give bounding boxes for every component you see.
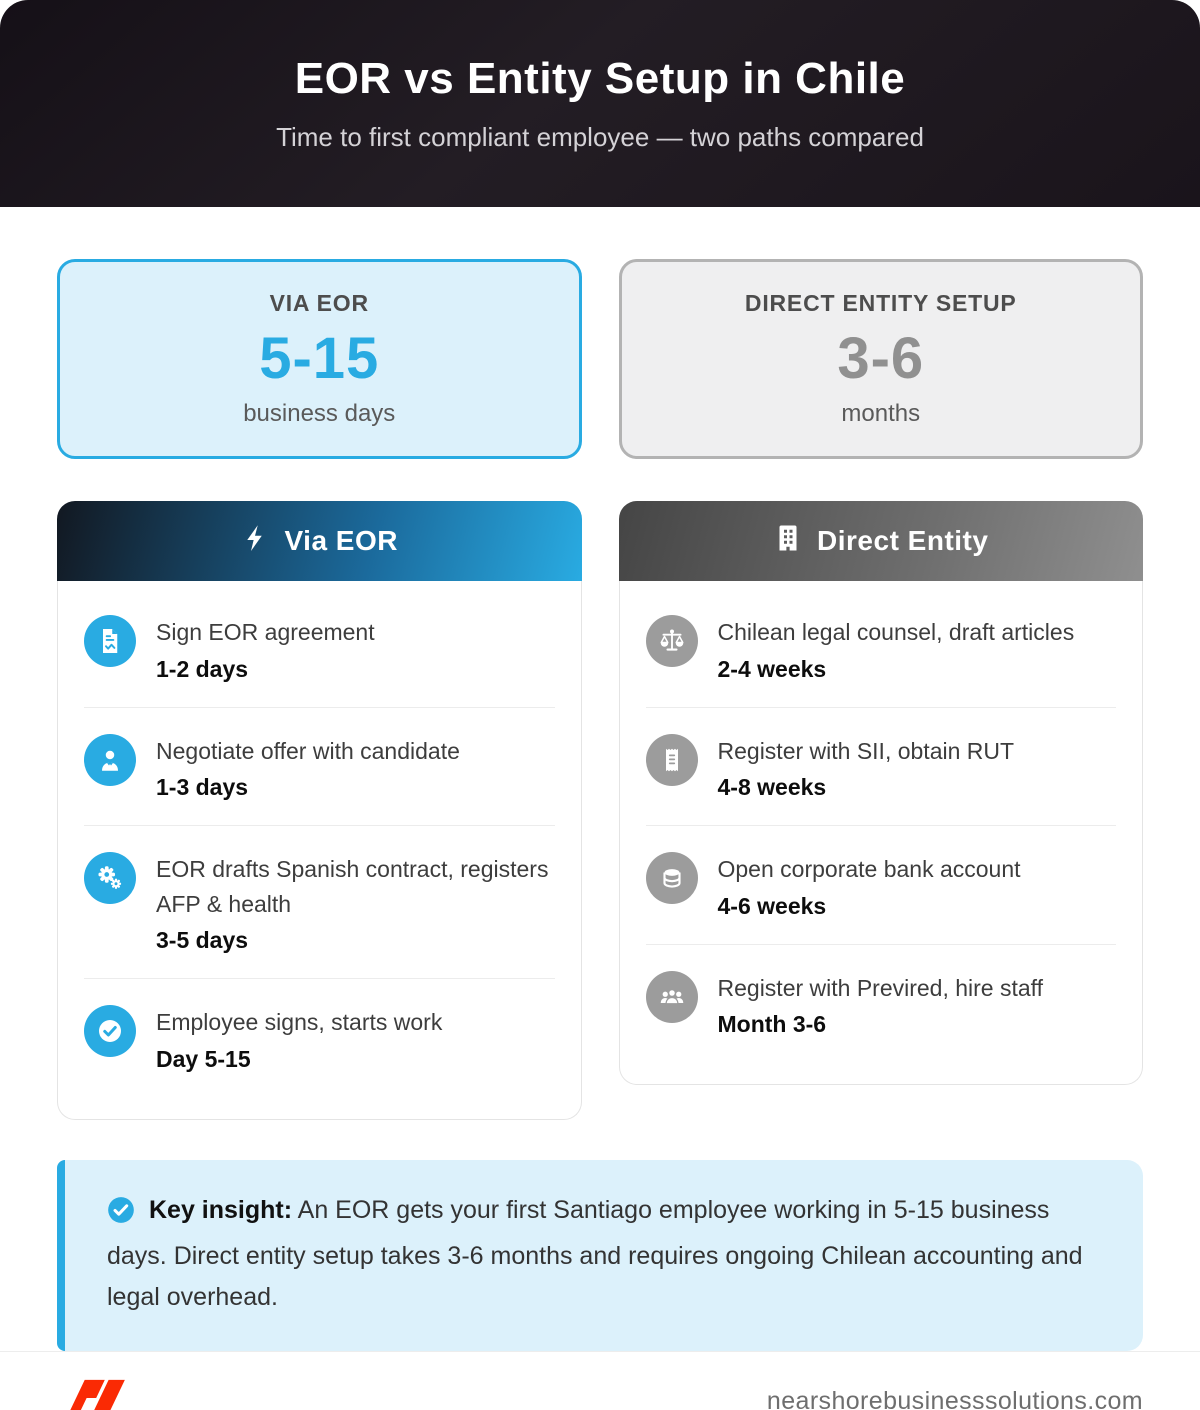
building-icon bbox=[773, 523, 803, 560]
step-label: Negotiate offer with candidate bbox=[156, 737, 460, 764]
key-insight-box bbox=[57, 1160, 1143, 1352]
step-label: Open corporate bank account bbox=[717, 856, 1021, 882]
insight-label: Key insight: bbox=[149, 1195, 293, 1224]
column-title: Direct Entity bbox=[817, 525, 989, 556]
header-banner bbox=[0, 0, 1200, 207]
stat-value: 5-15 bbox=[259, 326, 380, 391]
column-header-entity bbox=[619, 501, 1144, 581]
stat-cards-row bbox=[57, 259, 1143, 459]
check-circle-icon bbox=[84, 1005, 136, 1057]
step-row bbox=[84, 589, 555, 708]
step-label: Register with SII, obtain RUT bbox=[717, 737, 1015, 764]
page-title: EOR vs Entity Setup in Chile bbox=[294, 54, 906, 103]
step-duration: 4-6 weeks bbox=[717, 892, 827, 919]
stat-unit: business days bbox=[243, 400, 396, 427]
website-link[interactable]: nearshorebusinesssolutions.com bbox=[766, 1386, 1143, 1410]
step-duration: 3-5 days bbox=[156, 927, 249, 953]
step-duration: Month 3-6 bbox=[717, 1011, 827, 1037]
receipt-icon bbox=[646, 734, 698, 786]
column-body-entity bbox=[619, 581, 1144, 1085]
step-label: Register with Previred, hire staff bbox=[717, 974, 1044, 1001]
step-duration: 1-2 days bbox=[156, 655, 249, 682]
step-row bbox=[646, 708, 1117, 827]
column-entity bbox=[619, 501, 1144, 1085]
bolt-icon bbox=[241, 523, 271, 560]
step-row bbox=[646, 945, 1117, 1063]
step-label: EOR drafts Spanish contract, registers AFP & health bbox=[156, 856, 549, 917]
column-title: Via EOR bbox=[284, 525, 398, 556]
file-signature-icon bbox=[84, 615, 136, 667]
step-label: Employee signs, starts work bbox=[156, 1009, 443, 1035]
step-row bbox=[646, 826, 1117, 945]
page-subtitle: Time to first compliant employee — two paths compared bbox=[276, 122, 924, 152]
user-tie-icon bbox=[84, 734, 136, 786]
stat-card-eor bbox=[57, 259, 582, 459]
coins-icon bbox=[646, 852, 698, 904]
step-label: Sign EOR agreement bbox=[156, 619, 375, 645]
step-row bbox=[84, 708, 555, 827]
column-header-eor bbox=[57, 501, 582, 581]
stat-label: VIA EOR bbox=[269, 290, 369, 316]
step-label: Chilean legal counsel, draft articles bbox=[717, 619, 1075, 645]
comparison-columns bbox=[57, 501, 1143, 1120]
scales-icon bbox=[646, 615, 698, 667]
step-duration: 2-4 weeks bbox=[717, 655, 827, 682]
step-duration: 1-3 days bbox=[156, 774, 249, 800]
step-row bbox=[646, 589, 1117, 708]
brand-logo-icon bbox=[57, 1374, 143, 1410]
stat-value: 3-6 bbox=[837, 326, 925, 391]
gears-icon bbox=[84, 852, 136, 904]
stat-unit: months bbox=[841, 400, 921, 427]
column-body-eor bbox=[57, 581, 582, 1120]
column-eor bbox=[57, 501, 582, 1120]
users-icon bbox=[646, 971, 698, 1023]
check-circle-icon bbox=[107, 1196, 135, 1237]
stat-card-entity bbox=[619, 259, 1144, 459]
step-row bbox=[84, 979, 555, 1097]
stat-label: DIRECT ENTITY SETUP bbox=[744, 290, 1017, 316]
step-duration: Day 5-15 bbox=[156, 1045, 251, 1072]
insight-text: An EOR gets your first Santiago employee working in 5-15 business days. Direct entity setup takes 3-6 months and requires ongoing Chilean accounting and legal overhead. bbox=[107, 1195, 1083, 1311]
footer bbox=[0, 1351, 1200, 1410]
step-row bbox=[84, 826, 555, 979]
step-duration: 4-8 weeks bbox=[717, 774, 827, 800]
